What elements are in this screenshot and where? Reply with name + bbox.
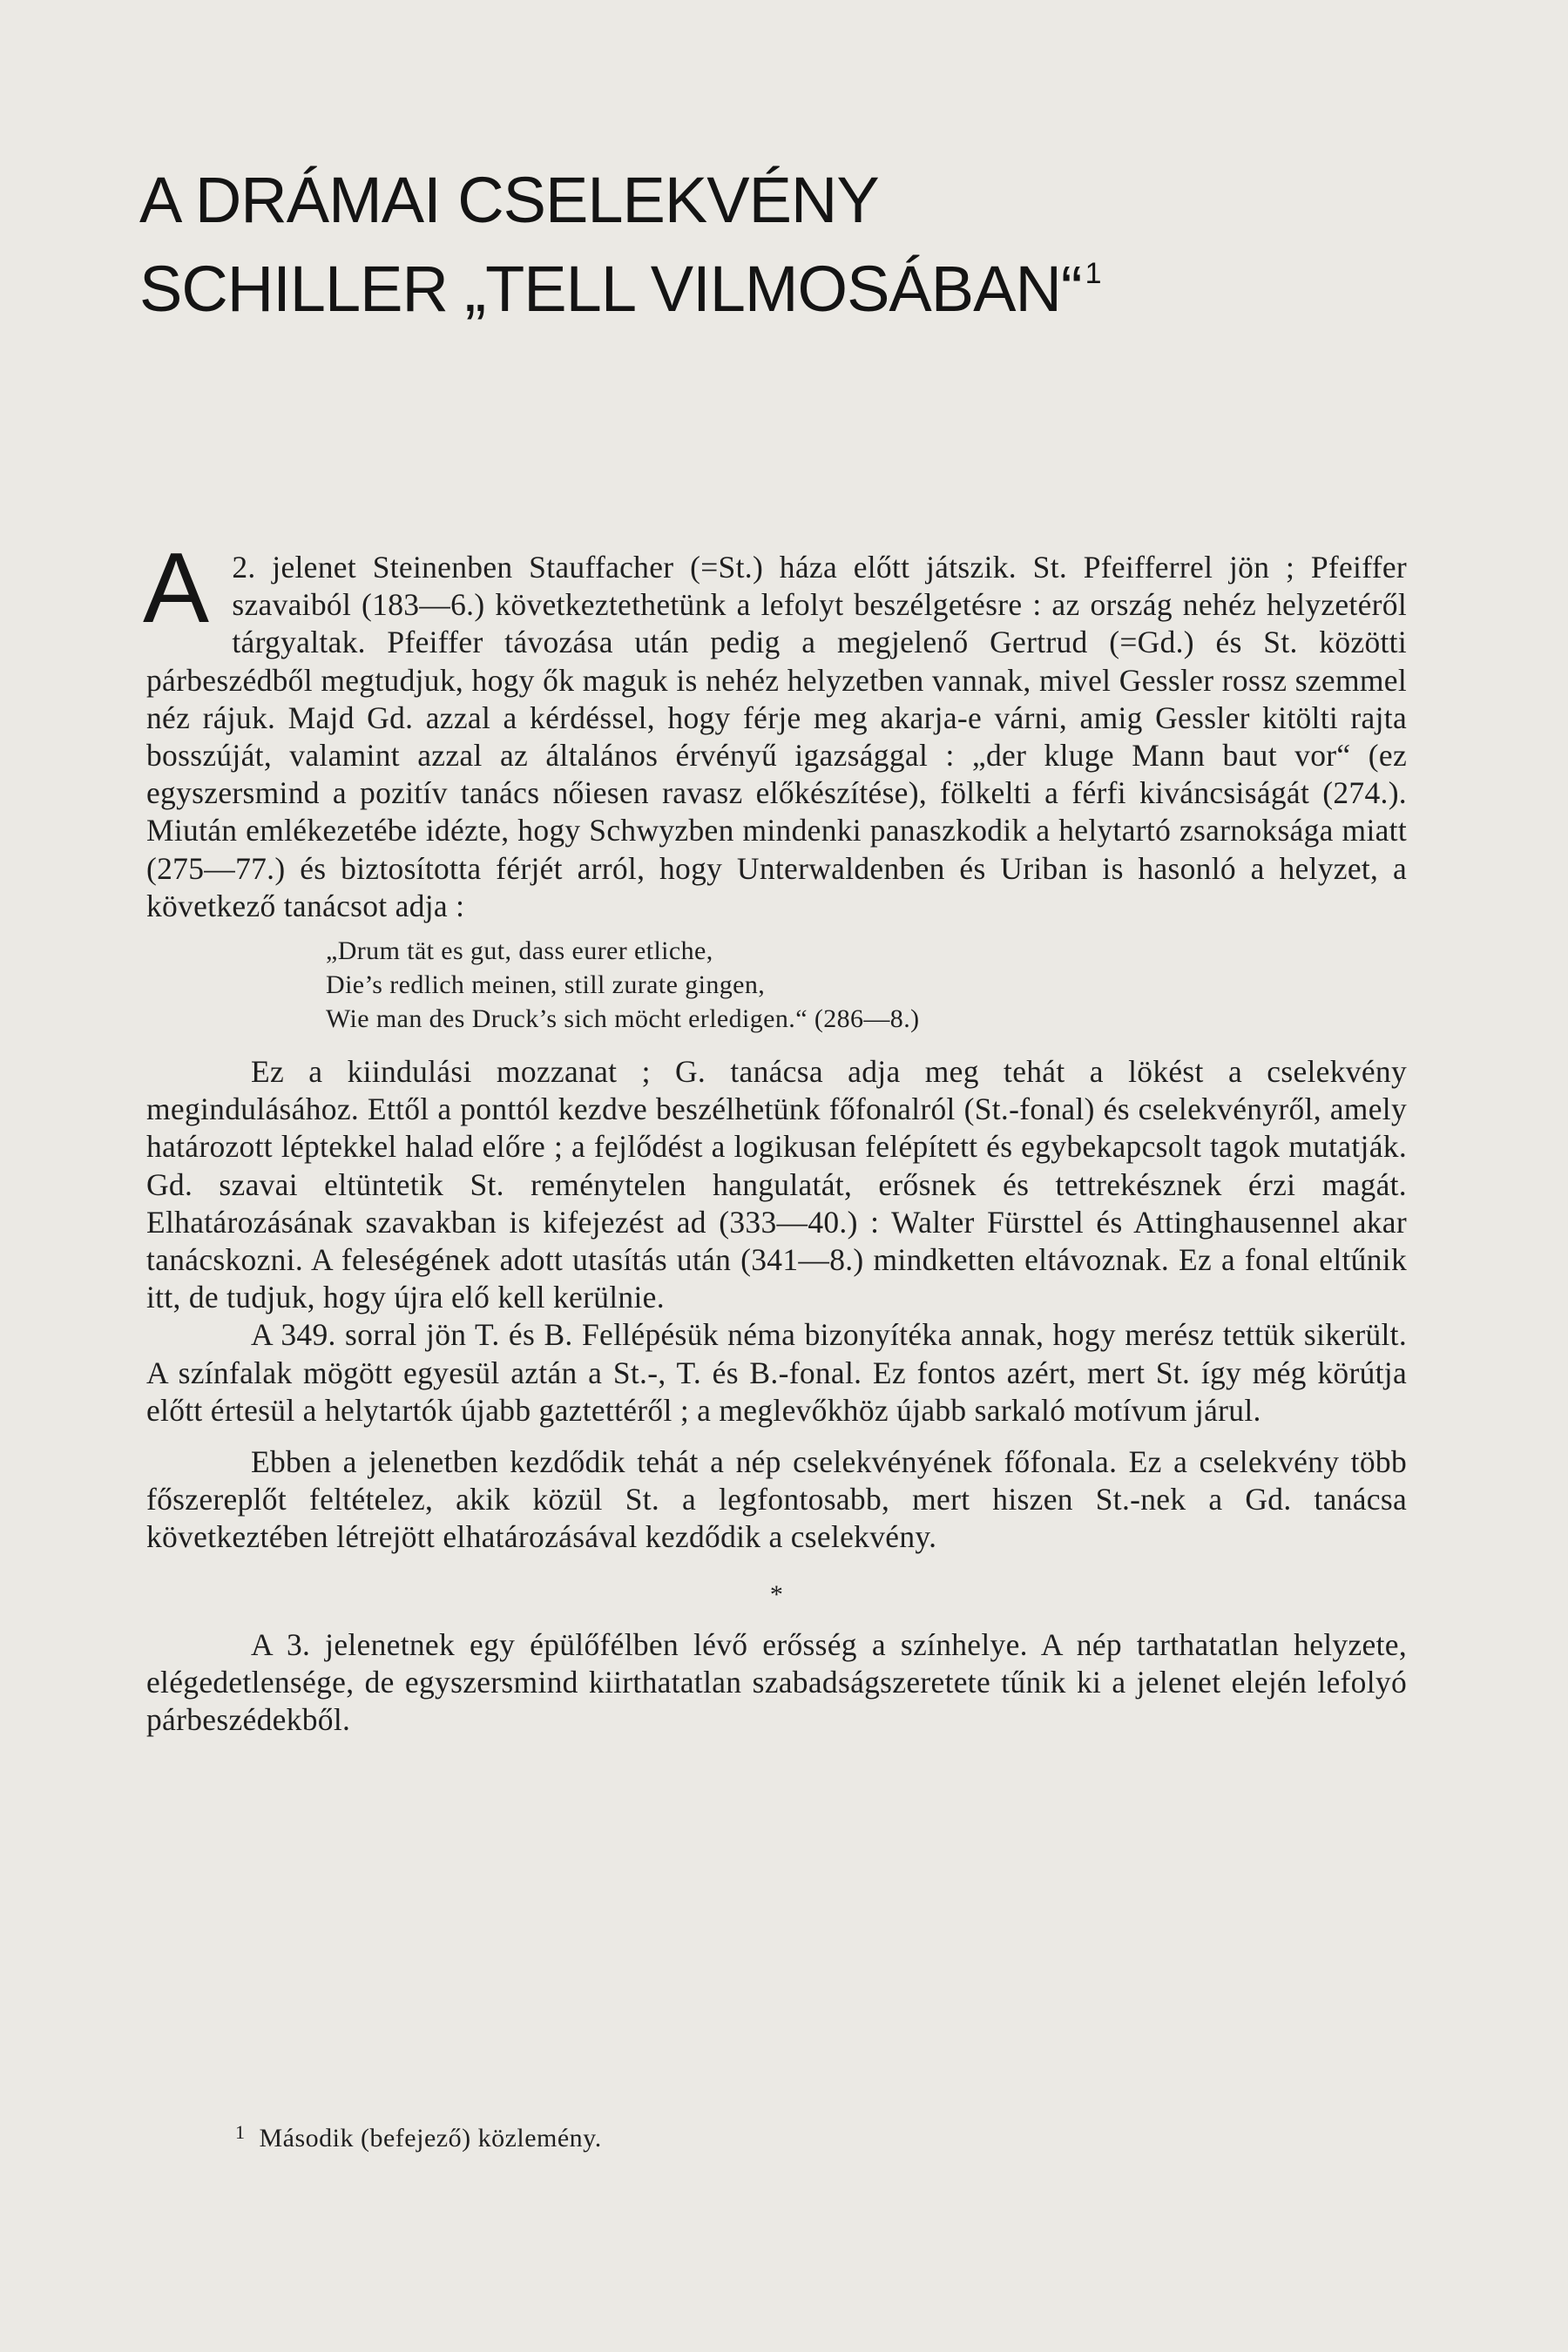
paragraph-1: [143, 533, 1407, 925]
paragraph-4: Ebben a jelenetben kezdődik tehát a nép cselekvényének főfonala. Ez a cselekvény több főszereplőt feltételez, akik közül St. a legfontosabb, mert hiszen St.-nek a Gd. tanácsa következtében létrejött elhatározásával kezdődik a cselekvény.: [146, 1444, 1407, 1555]
verse-quote: [326, 934, 1407, 1036]
paragraph-spacer: [146, 1429, 1407, 1443]
verse-line-1: „Drum tät es gut, dass eurer etliche,: [326, 936, 713, 966]
title-line-2: [139, 237, 1446, 326]
article-title: [139, 164, 1446, 326]
paragraph-1-text: 2. jelenet Steinenben Stauffacher (=St.) háza előtt játszik. St. Pfeifferrel jön ; Pfeiffer szavaiból (183—6.) következtethetünk a lefolyt beszélgetésre : az ország nehéz helyzetéről tárgyaltak. Pfeiffer távozása után pedig a megjelenő Gertrud (=Gd.) és St. közötti párbeszédből megtudjuk, hogy ők maguk is nehéz helyzetben vannak, mivel Gessler rossz szemmel néz rájuk. Majd Gd. azzal a kérdéssel, hogy férje meg akarja-e várni, amig Gessler kitölti rajta bosszúját, valamint azzal az általános érvényű igazsággal : „der kluge Mann baut vor“ (ez egyszersmind a pozitív tanács nőiesen ravasz előkészítése), fölkelti a férfi kiváncsiságát (274.). Miután emlékezetébe idézte, hogy Schwyzben mindenki panaszkodik a helytartó zsarnoksága miatt (275—77.) és biztosította férjét arról, hogy Unterwaldenben és Uriban is hasonló a helyzet, a következő tanácsot adja :: [146, 550, 1407, 923]
paragraph-3: A 349. sorral jön T. és B. Fellépésük néma bizonyítéka annak, hogy merész tettük sikerült. A színfalak mögött egyesül aztán a St.-, T. és B.-fonal. Ez fontos azért, mert St. így még körútja előtt értesül a helytartók újabb gaztettéről ; a meglevőkhöz újabb sarkaló motívum járul.: [146, 1317, 1407, 1428]
title-footnote-mark: 1: [1085, 257, 1101, 290]
verse-line-3: Wie man des Druck’s sich möcht erledigen.“ (286—8.): [326, 1004, 920, 1034]
paragraph-5: A 3. jelenetnek egy épülőfélben lévő erősség a színhelye. A nép tarthatatlan helyzete, elégedetlensége, de egyszersmind kiirthatatlan szabadságszeretete tűnik ki a jelenet elején lefolyó párbeszédekből.: [146, 1626, 1407, 1738]
title-line-1: A DRÁMAI CSELEKVÉNY: [139, 164, 879, 236]
title-line-2-text: SCHILLER „TELL VILMOSÁBAN“: [139, 253, 1082, 325]
footnote-mark: 1: [235, 2121, 246, 2143]
footnote: [235, 2115, 1368, 2156]
verse-line-2: Die’s redlich meinen, still zurate gingen,: [326, 970, 766, 1000]
paragraph-2: Ez a kiindulási mozzanat ; G. tanácsa adja meg tehát a lökést a cselekvény megindulásához. Ettől a ponttól kezdve beszélhetünk főfonalról (St.-fonal) és cselekvényről, amely határozott léptekkel halad előre ; a fejlődést a logikusan felépített és egybekapcsolt tagok mutatják. Gd. szavai eltüntetik St. reménytelen hangulatát, erősnek és tettrekésznek érzi magát. Elhatározásának szavakban is kifejezést ad (333—40.) : Walter Fürsttel és Attinghausennel akar tanácskozni. A feleségének adott utasítás után (341—8.) mindketten eltávoznak. Ez a fonal eltűnik itt, de tudjuk, hogy újra elő kell kerülnie.: [146, 1054, 1407, 1315]
drop-cap: A: [143, 533, 210, 644]
article-body: [143, 533, 1407, 1739]
footnote-text: Második (befejező) közlemény.: [259, 2124, 602, 2153]
section-asterism: *: [769, 1579, 784, 1609]
